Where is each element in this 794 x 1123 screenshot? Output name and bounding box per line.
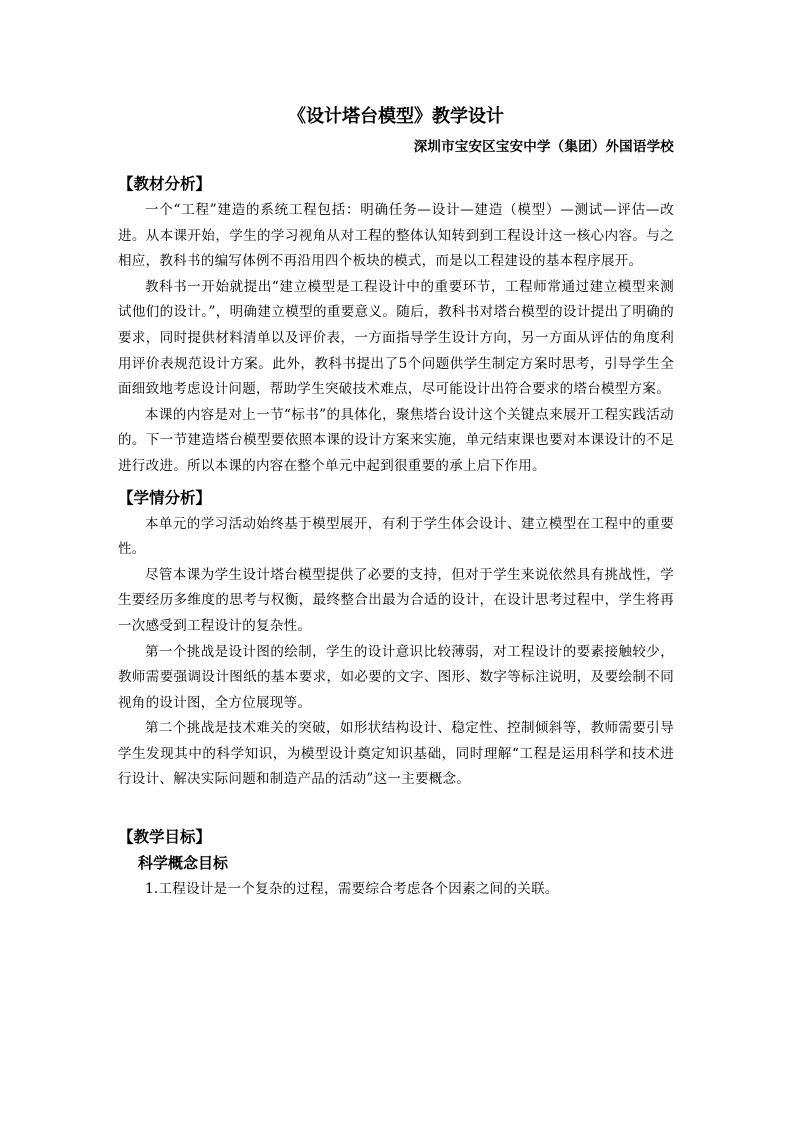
list-item: 1.工程设计是一个复杂的过程，需要综合考虑各个因素之间的关联。 xyxy=(145,881,559,898)
paragraph: 第二个挑战是技术难关的突破，如形状结构设计、稳定性、控制倾斜等，教师需要引导学生发现其中的科学知识，为模型设计奠定知识基础，同时理解“工程是运用科学和技术进行设计、解决实际问题和制造产品的活动”这一主要概念。 xyxy=(118,720,674,788)
paragraph: 一个“工程”建造的系统工程包括：明确任务—设计—建造（模型）—测试—评估—改进。从本课开始，学生的学习视角从对工程的整体认知转到到工程设计这一核心内容。与之相应，教科书的编写体例不再沿用四个板块的模式，而是以工程建设的基本程序展开。 xyxy=(118,202,674,270)
section-heading-materials: 【教材分析】 xyxy=(118,175,212,193)
section-students xyxy=(118,486,674,794)
section-heading-students: 【学情分析】 xyxy=(118,488,212,507)
paragraph: 教科书一开始就提出“建立模型是工程设计中的重要环节，工程师常通过建立模型来测试他们的设计。”，明确建立模型的重要意义。随后，教科书对塔台模型的设计提出了明确的要求，同时提供材料清单以及评价表，一方面指导学生设计方向，另一方面从评估的角度利用评价表规范设计方案。此外，教科书提出了5个问题供学生制定方案时思考，引导学生全面细致地考虑设计问题，帮助学生突破技术难点，尽可能设计出符合要求的塔台模型方案。 xyxy=(118,278,674,398)
paragraph: 本课的内容是对上一节“标书”的具体化，聚焦塔台设计这个关键点来展开工程实践活动的。下一节建造塔台模型要依照本课的设计方案来实施，单元结束课也要对本课设计的不足进行改进。所以本课的内容在整个单元中起到很重要的承上启下作用。 xyxy=(118,406,674,474)
school-name: 深圳市宝安区宝安中学（集团）外国语学校 xyxy=(413,139,674,155)
paragraph: 本单元的学习活动始终基于模型展开，有利于学生体会设计、建立模型在工程中的重要性。 xyxy=(118,515,674,558)
section-heading-goals: 【教学目标】 xyxy=(118,828,212,847)
paragraph: 第一个挑战是设计图的绘制，学生的设计意识比较薄弱，对工程设计的要素接触较少，教师需要强调设计图纸的基本要求，如必要的文字、图形、数字等标注说明，及要绘制不同视角的设计图，全方位展现等。 xyxy=(118,643,674,711)
paragraph: 尽管本课为学生设计塔台模型提供了必要的支持，但对于学生来说依然具有挑战性，学生要经历多维度的思考与权衡，最终整合出最为合适的设计，在设计思考过程中，学生将再一次感受到工程设计的复杂性。 xyxy=(118,566,674,634)
subheading-science-concept: 科学概念目标 xyxy=(138,854,229,873)
document-page xyxy=(118,104,674,903)
section-materials xyxy=(118,172,674,480)
section-goals xyxy=(118,825,674,903)
document-title: 《设计塔台模型》教学设计 xyxy=(288,106,504,127)
